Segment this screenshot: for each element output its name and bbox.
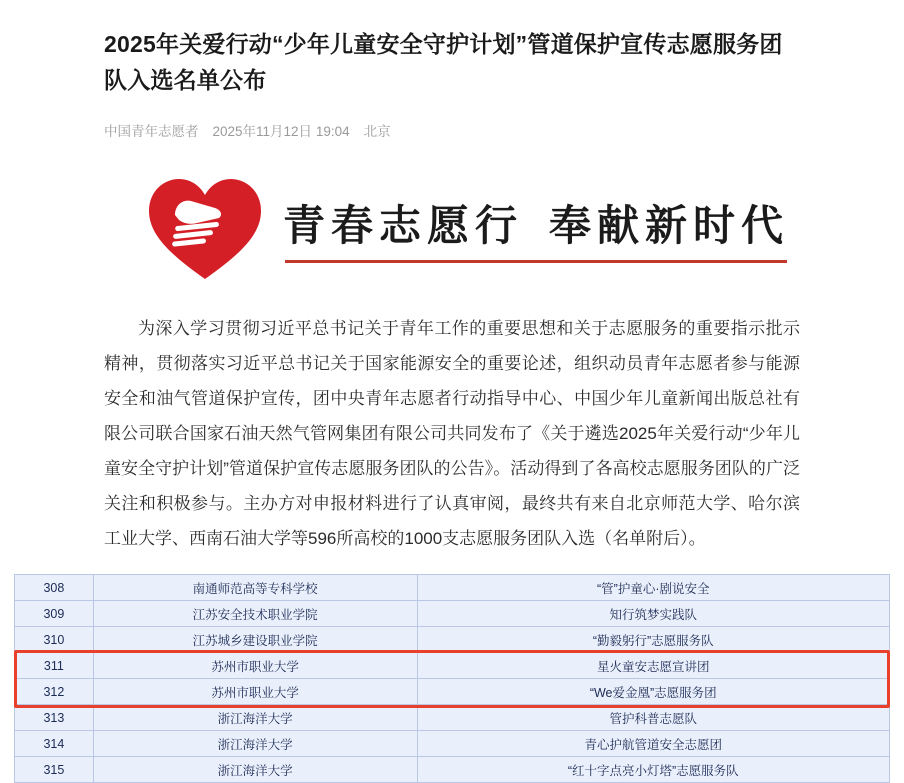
roster-table-wrapper bbox=[0, 574, 904, 783]
row-team: “勤毅躬行”志愿服务队 bbox=[417, 627, 890, 653]
banner-slogan bbox=[283, 193, 789, 263]
row-team: “管”护童心·剧说安全 bbox=[417, 575, 890, 601]
row-school: 浙江海洋大学 bbox=[93, 757, 417, 783]
row-school: 浙江海洋大学 bbox=[93, 705, 417, 731]
row-school: 江苏安全技术职业学院 bbox=[93, 601, 417, 627]
article-body bbox=[104, 311, 800, 556]
row-school: 南通师范高等专科学校 bbox=[93, 575, 417, 601]
row-number: 310 bbox=[15, 627, 94, 653]
banner-slogan-left: 青春志愿行 bbox=[282, 200, 523, 250]
row-team: 知行筑梦实践队 bbox=[417, 601, 890, 627]
row-school: 浙江海洋大学 bbox=[93, 731, 417, 757]
article-paragraph: 为深入学习贯彻习近平总书记关于青年工作的重要思想和关于志愿服务的重要指示批示精神，贯彻落实习近平总书记关于国家能源安全的重要论述，组织动员青年志愿者参与能源安全和油气管道保护宣传，团中央青年志愿者行动指导中心、中国少年儿童新闻出版总社有限公司联合国家石油天然气管网集团有限公司共同发布了《关于遴选2025年关爱行动“少年儿童安全守护计划”管道保护宣传志愿服务团队的公告》。活动得到了各高校志愿服务团队的广泛关注和积极参与。主办方对申报材料进行了认真审阅，最终共有来自北京师范大学、哈尔滨工业大学、西南石油大学等596所高校的1000支志愿服务团队入选（名单附后）。 bbox=[104, 319, 800, 548]
roster-table-body bbox=[15, 575, 890, 783]
row-school: 苏州市职业大学 bbox=[93, 679, 417, 705]
table-row bbox=[15, 575, 890, 601]
row-team: 青心护航管道安全志愿团 bbox=[417, 731, 890, 757]
row-number: 308 bbox=[15, 575, 94, 601]
table-row-highlighted bbox=[15, 679, 890, 705]
table-row-highlighted bbox=[15, 653, 890, 679]
row-number: 314 bbox=[15, 731, 94, 757]
page-title: 2025年关爱行动“少年儿童安全守护计划”管道保护宣传志愿服务团队入选名单公布 bbox=[104, 31, 783, 93]
row-number: 315 bbox=[15, 757, 94, 783]
row-school: 江苏城乡建设职业学院 bbox=[93, 627, 417, 653]
table-row bbox=[15, 705, 890, 731]
row-number: 313 bbox=[15, 705, 94, 731]
campaign-banner bbox=[104, 170, 800, 285]
table-row bbox=[15, 601, 890, 627]
article-source: 中国青年志愿者 bbox=[104, 124, 199, 139]
row-number: 312 bbox=[15, 679, 94, 705]
row-number: 311 bbox=[15, 653, 94, 679]
row-team: “红十字点亮小灯塔”志愿服务队 bbox=[417, 757, 890, 783]
row-number: 309 bbox=[15, 601, 94, 627]
row-team: 星火童安志愿宣讲团 bbox=[417, 653, 890, 679]
row-team: “We爱金凰”志愿服务团 bbox=[417, 679, 890, 705]
heart-with-hand-icon bbox=[145, 175, 265, 280]
table-row bbox=[15, 731, 890, 757]
article-date: 2025年11月12日 19:04 bbox=[212, 124, 350, 139]
banner-underline bbox=[285, 260, 787, 263]
table-row bbox=[15, 627, 890, 653]
table-row bbox=[15, 757, 890, 783]
article-location: 北京 bbox=[363, 124, 391, 139]
banner-slogan-right: 奉献新时代 bbox=[549, 200, 790, 250]
article-meta bbox=[104, 120, 800, 140]
row-team: 管护科普志愿队 bbox=[417, 705, 890, 731]
roster-table bbox=[14, 574, 890, 783]
row-school: 苏州市职业大学 bbox=[93, 653, 417, 679]
